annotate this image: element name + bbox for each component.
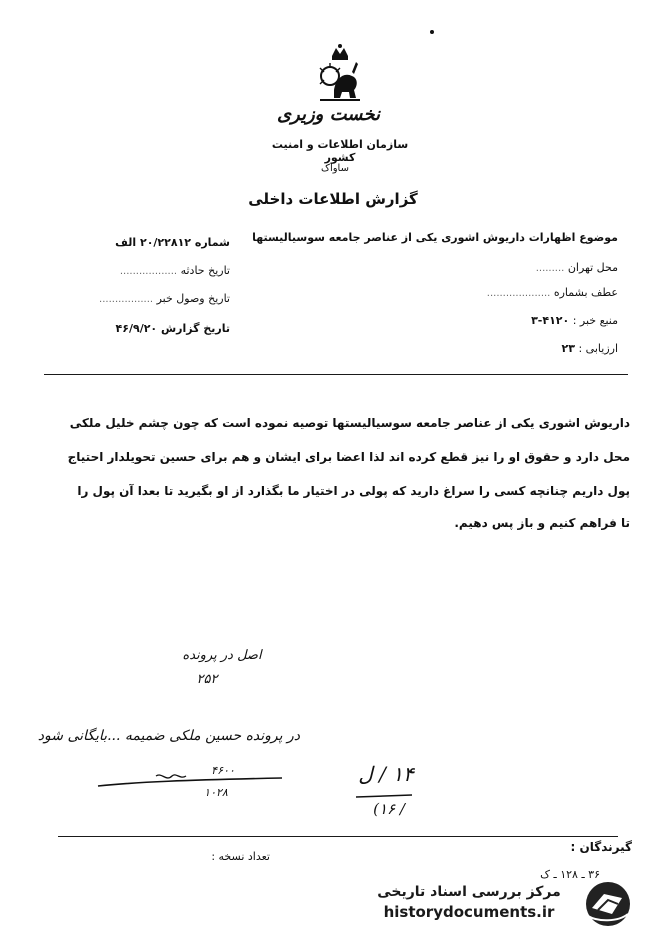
evaluation-row: ارزیابی : ۲۳ [561,342,618,355]
ministry-name: نخست وزیری [276,104,380,125]
followup-row: عطف بشماره .................... [486,286,618,299]
event-date-label: تاریخ حادثه [180,264,230,277]
number-label: شماره [194,236,230,249]
watermark-title: مرکز بررسی اسناد تاریخی [377,884,561,900]
copies-label: تعداد نسخه : [211,850,270,863]
source-value: ۴۱۲۰-۳ [531,314,570,327]
history-documents-logo-icon [582,880,634,928]
office-code: ساواک [321,163,349,174]
evaluation-value: ۲۳ [561,342,575,355]
location-label: محل [596,261,618,274]
source-label: منبع خبر [579,314,618,327]
original-number: ۲۵۲ [196,672,218,687]
right-mark: ۱۴ / ل [358,762,414,786]
evaluation-label: ارزیابی [585,342,618,355]
receipt-date-row: تاریخ وصول خبر ................. [99,292,230,305]
event-date-row: تاریخ حادثه .................. [119,264,230,277]
receipt-date-label: تاریخ وصول خبر [156,292,230,305]
form-code: ۳۶ ـ ۱۲۸ ـ ک [540,868,600,881]
number-row [40,236,230,249]
report-date-row [40,322,230,335]
subject-row [218,231,618,244]
subject-label: موضوع [579,231,618,244]
body-line-1: داریوش اشوری یکی از عناصر جامعه سوسیالیستها توصیه نموده است که چون چشم خلیل ملکی [69,416,630,430]
recipients-label: گیرندگان : [570,840,632,854]
location-row: محل تهران ......... [535,261,618,274]
lion-and-sun-emblem-icon [316,42,364,104]
scan-speck-icon [430,30,434,34]
location-value: تهران [567,261,594,274]
handwritten-filing-note: در پرونده حسین ملکی ضمیمه ...بایگانی شود [37,728,300,744]
left-signature-bottom: ۱۰۲۸ [204,786,228,799]
body-line-2: محل دارد و حقوق او را نیز قطع کرده اند لذا اعضا برای ایشان و هم برای حسین تحویلدار احتیاج [67,450,630,464]
report-title: گزارش اطلاعات داخلی [248,190,418,208]
report-date-value: ۴۶/۹/۲۰ [115,322,158,335]
watermark-url: historydocuments.ir [383,903,555,921]
original-note: اصل در پرونده [182,648,262,663]
left-signature-top: ۴۶۰۰ [211,764,235,777]
source-row: منبع خبر : ۴۱۲۰-۳ [531,314,618,327]
organization-name: سازمان اطلاعات و امنیت کشور [271,138,409,164]
body-line-4: تا فراهم کنیم و باز پس دهیم. [454,516,630,530]
right-mark-underline-icon [354,786,414,796]
subject-value: اظهارات داریوش اشوری یکی از عناصر جامعه سوسیالیستها [252,231,576,244]
number-value: ۲۰/۲۲۸۱۲ الف [115,236,191,249]
footer-divider [58,836,618,837]
right-mark-bottom: (۱۶ / [373,800,405,818]
followup-label: عطف بشماره [553,286,618,299]
body-line-3: پول داریم چنانچه کسی را سراغ دارید که پولی در اختیار ما بگذارد از او بگیرید تا بعدا آن پول را [77,484,630,498]
header-divider [44,374,628,375]
report-date-label: تاریخ گزارش [160,322,230,335]
